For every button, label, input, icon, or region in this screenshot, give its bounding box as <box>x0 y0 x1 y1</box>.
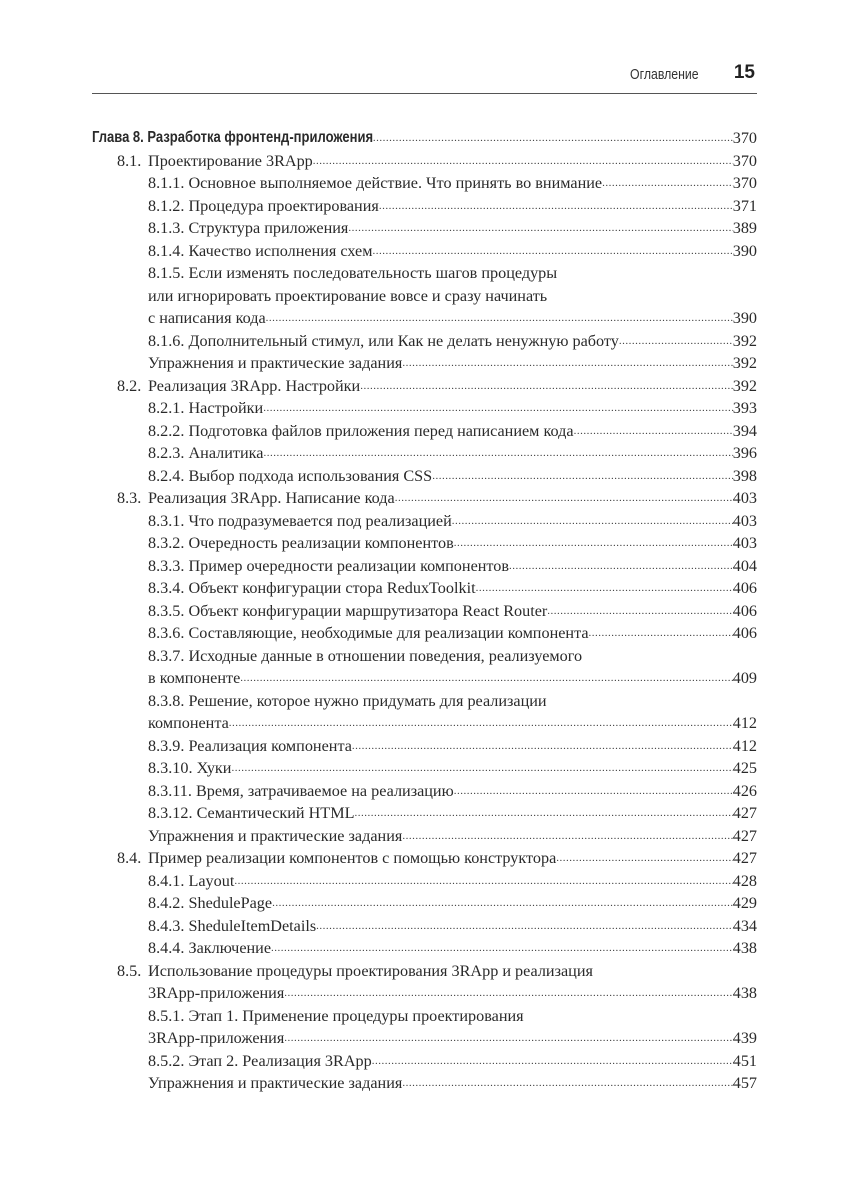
dot-leader <box>229 712 733 735</box>
toc-page-number: 403 <box>732 489 757 507</box>
toc-entry-title: 8.2.2. Подготовка файлов приложения перед написанием кода <box>148 421 574 440</box>
toc-subsection-entry[interactable] <box>0 330 849 353</box>
toc-entry-title: 8.3.6. Составляющие, необходимые для реализации компонента <box>148 624 589 642</box>
toc-entry-title: 8.3.11. Время, затрачиваемое на реализацию <box>148 781 454 800</box>
toc-subsection-entry[interactable] <box>0 915 849 938</box>
toc-subsection-entry[interactable] <box>0 870 849 893</box>
dot-leader <box>452 510 733 533</box>
toc-page-number: 404 <box>732 556 757 575</box>
toc-section-entry[interactable] <box>0 487 849 510</box>
dot-leader <box>574 420 733 443</box>
running-header-title: Оглавление <box>630 66 699 83</box>
dot-leader <box>476 577 733 600</box>
dot-leader <box>379 195 733 218</box>
toc-entry-title: 8.5.2. Этап 2. Реализация 3RApp <box>148 1051 372 1070</box>
toc-section-entry[interactable] <box>0 375 849 398</box>
toc-entry-title: 8.1.4. Качество исполнения схем <box>148 241 373 260</box>
dot-leader <box>602 172 733 195</box>
dot-leader <box>234 870 732 893</box>
toc-entry-title: 8.3.2. Очередность реализации компонентов <box>148 534 454 552</box>
toc-entry-title: 8.1.6. Дополнительный стимул, или Как не делать ненужную работу <box>148 331 619 350</box>
dot-leader <box>619 330 733 353</box>
toc-entry-title: 8.2.4. Выбор подхода использования CSS <box>148 466 433 485</box>
toc-page-number: 439 <box>732 1029 757 1047</box>
toc-page-number: 406 <box>732 601 757 620</box>
toc-page-number: 392 <box>732 376 757 395</box>
toc-page-number: 427 <box>732 826 757 845</box>
toc-page-number: 457 <box>732 1074 757 1092</box>
toc-subsection-entry[interactable] <box>0 510 849 533</box>
dot-leader <box>373 127 733 150</box>
toc-entry-title: Проектирование 3RApp <box>148 151 313 170</box>
toc-subsection-entry[interactable] <box>0 757 849 780</box>
toc-entry-title: 8.3.10. Хуки <box>148 759 232 777</box>
toc-subsection-entry[interactable] <box>0 1072 849 1095</box>
toc-entry-title: 8.1.3. Структура приложения <box>148 219 349 237</box>
table-of-contents <box>0 127 849 1095</box>
toc-section-number: 8.1. <box>117 151 142 170</box>
toc-subsection-entry[interactable] <box>0 780 849 803</box>
toc-subsection-entry[interactable] <box>0 465 849 488</box>
toc-entry-title: 8.3.1. Что подразумевается под реализацией <box>148 511 452 530</box>
running-header <box>92 62 757 94</box>
toc-entry-title: Реализация 3RApp. Настройки <box>148 376 361 395</box>
toc-subsection-entry[interactable] <box>0 442 849 465</box>
toc-entry-title: 8.4.2. ShedulePage <box>148 894 273 912</box>
toc-entry-title: Пример реализации компонентов с помощью конструктора <box>148 849 557 867</box>
toc-page-number: 398 <box>732 466 757 485</box>
toc-subsection-entry[interactable] <box>0 600 849 623</box>
toc-entry-title: 8.3.7. Исходные данные в отношении поведения, реализуемого <box>148 646 583 665</box>
toc-subsection-entry[interactable] <box>0 555 849 578</box>
dot-leader <box>547 600 732 623</box>
toc-entry-title: или игнорировать проектирование вовсе и сразу начинать <box>148 286 548 305</box>
toc-page-number: 429 <box>732 894 757 912</box>
toc-entry-title: Упражнения и практические задания <box>148 826 403 845</box>
dot-leader <box>509 555 733 578</box>
toc-entry-title: Реализация 3RApp. Написание кода <box>148 489 395 507</box>
toc-page-number: 426 <box>732 781 757 800</box>
toc-subsection-entry[interactable] <box>0 172 849 195</box>
toc-subsection-entry[interactable] <box>0 195 849 218</box>
toc-entry-title: 8.3.4. Объект конфигурации стора ReduxToolkit <box>148 579 476 597</box>
toc-section-entry[interactable] <box>0 960 849 1005</box>
dot-leader <box>556 847 732 870</box>
toc-page-number: 389 <box>732 219 757 237</box>
toc-page-number: 406 <box>732 624 757 642</box>
toc-page-number: 451 <box>732 1051 757 1070</box>
toc-section-number: 8.5. <box>117 961 142 980</box>
toc-subsection-entry[interactable] <box>0 240 849 263</box>
toc-entry-title: 8.4.4. Заключение <box>148 939 272 957</box>
toc-section-number: 8.2. <box>117 376 142 395</box>
dot-leader <box>454 780 733 803</box>
toc-entry-title: в компоненте <box>148 669 241 687</box>
dot-leader <box>284 982 732 1005</box>
dot-leader <box>316 915 733 938</box>
toc-page-number: 403 <box>732 511 757 530</box>
toc-entry-title: 8.3.9. Реализация компонента <box>148 736 352 755</box>
toc-subsection-entry[interactable] <box>0 622 849 645</box>
toc-entry-title: 8.4.1. Layout <box>148 871 235 890</box>
toc-entry-title: компонента <box>148 714 229 732</box>
toc-subsection-entry[interactable] <box>0 1005 849 1050</box>
dot-leader <box>352 735 733 758</box>
toc-page-number: 438 <box>732 984 757 1002</box>
toc-page-number: 392 <box>732 354 757 372</box>
toc-section-entry[interactable] <box>0 847 849 870</box>
toc-entry-title: Использование процедуры проектирования 3RApp и реализация <box>148 961 593 980</box>
toc-entry-title: 3RApp-приложения <box>148 984 285 1002</box>
toc-section-entry[interactable] <box>0 150 849 173</box>
toc-page-number: 412 <box>732 736 757 755</box>
toc-entry-title: 8.1.1. Основное выполняемое действие. Что принять во внимание <box>148 174 603 192</box>
toc-subsection-entry[interactable] <box>0 1050 849 1073</box>
toc-entry-title: 8.2.3. Аналитика <box>148 444 264 462</box>
toc-page-number: 392 <box>732 331 757 350</box>
toc-page-number: 427 <box>732 804 757 822</box>
dot-leader <box>395 487 733 510</box>
dot-leader <box>272 892 733 915</box>
toc-page-number: 438 <box>732 939 757 957</box>
toc-entry-title: Упражнения и практические задания <box>148 354 403 372</box>
toc-entry-title: 8.1.5. Если изменять последовательность шагов процедуры <box>148 264 558 282</box>
toc-page-number: 370 <box>732 174 757 192</box>
toc-subsection-entry[interactable] <box>0 397 849 420</box>
toc-page-number: 390 <box>732 241 757 260</box>
toc-entry-title: 8.3.3. Пример очередности реализации компонентов <box>148 556 510 575</box>
toc-entry-title: 3RApp-приложения <box>148 1029 285 1047</box>
dot-leader <box>454 532 733 555</box>
toc-subsection-entry[interactable] <box>0 577 849 600</box>
toc-entry-title: 8.5.1. Этап 1. Применение процедуры проектирования <box>148 1006 524 1025</box>
toc-subsection-entry[interactable] <box>0 690 849 735</box>
toc-subsection-entry[interactable] <box>0 645 849 690</box>
toc-subsection-entry[interactable] <box>0 825 849 848</box>
toc-subsection-entry[interactable] <box>0 532 849 555</box>
dot-leader <box>284 1027 732 1050</box>
toc-subsection-entry[interactable] <box>0 420 849 443</box>
dot-leader <box>432 465 733 488</box>
toc-page-number: 427 <box>732 849 757 867</box>
toc-chapter-entry[interactable] <box>0 127 849 150</box>
toc-page-number: 371 <box>732 196 757 215</box>
toc-page-number: 390 <box>732 309 757 327</box>
toc-section-number: 8.3. <box>117 489 142 507</box>
toc-entry-title: 8.3.5. Объект конфигурации маршрутизатора React Router <box>148 601 548 620</box>
dot-leader <box>589 622 733 645</box>
toc-entry-title: 8.4.3. SheduleItemDetails <box>148 916 317 935</box>
dot-leader <box>266 307 733 330</box>
toc-page-number: 434 <box>732 916 757 935</box>
dot-leader <box>372 1050 733 1073</box>
toc-entry-title: Глава 8. Разработка фронтенд-приложения <box>92 129 374 146</box>
dot-leader <box>271 937 733 960</box>
toc-subsection-entry[interactable] <box>0 892 849 915</box>
toc-subsection-entry[interactable] <box>0 735 849 758</box>
toc-section-number: 8.4. <box>117 849 142 867</box>
toc-subsection-entry[interactable] <box>0 352 849 375</box>
toc-page-number: 393 <box>732 399 757 417</box>
toc-page-number: 394 <box>732 421 757 440</box>
dot-leader <box>240 667 732 690</box>
toc-subsection-entry[interactable] <box>0 262 849 330</box>
dot-leader <box>402 352 732 375</box>
toc-page-number: 403 <box>732 534 757 552</box>
toc-entry-title: 8.3.8. Решение, которое нужно придумать для реализации <box>148 691 547 710</box>
dot-leader <box>231 757 732 780</box>
toc-page-number: 396 <box>732 444 757 462</box>
toc-page-number: 370 <box>732 151 757 170</box>
dot-leader <box>402 1072 732 1095</box>
toc-page-number: 409 <box>732 669 757 687</box>
dot-leader <box>354 802 732 825</box>
page-number: 15 <box>733 62 755 83</box>
toc-page-number: 370 <box>732 129 757 147</box>
dot-leader <box>263 397 733 420</box>
toc-page-number: 425 <box>732 759 757 777</box>
toc-entry-title: с написания кода <box>148 309 266 327</box>
toc-subsection-entry[interactable] <box>0 937 849 960</box>
toc-entry-title: 8.2.1. Настройки <box>148 399 264 417</box>
toc-page-number: 406 <box>732 579 757 597</box>
dot-leader <box>348 217 732 240</box>
toc-entry-title: 8.1.2. Процедура проектирования <box>148 196 379 215</box>
dot-leader <box>402 825 732 848</box>
dot-leader <box>313 150 733 173</box>
toc-page-number: 412 <box>732 714 757 732</box>
toc-entry-title: Упражнения и практические задания <box>148 1074 403 1092</box>
toc-subsection-entry[interactable] <box>0 802 849 825</box>
toc-page-number: 428 <box>732 871 757 890</box>
dot-leader <box>360 375 733 398</box>
toc-subsection-entry[interactable] <box>0 217 849 240</box>
dot-leader <box>372 240 732 263</box>
toc-entry-title: 8.3.12. Семантический HTML <box>148 804 355 822</box>
dot-leader <box>263 442 732 465</box>
